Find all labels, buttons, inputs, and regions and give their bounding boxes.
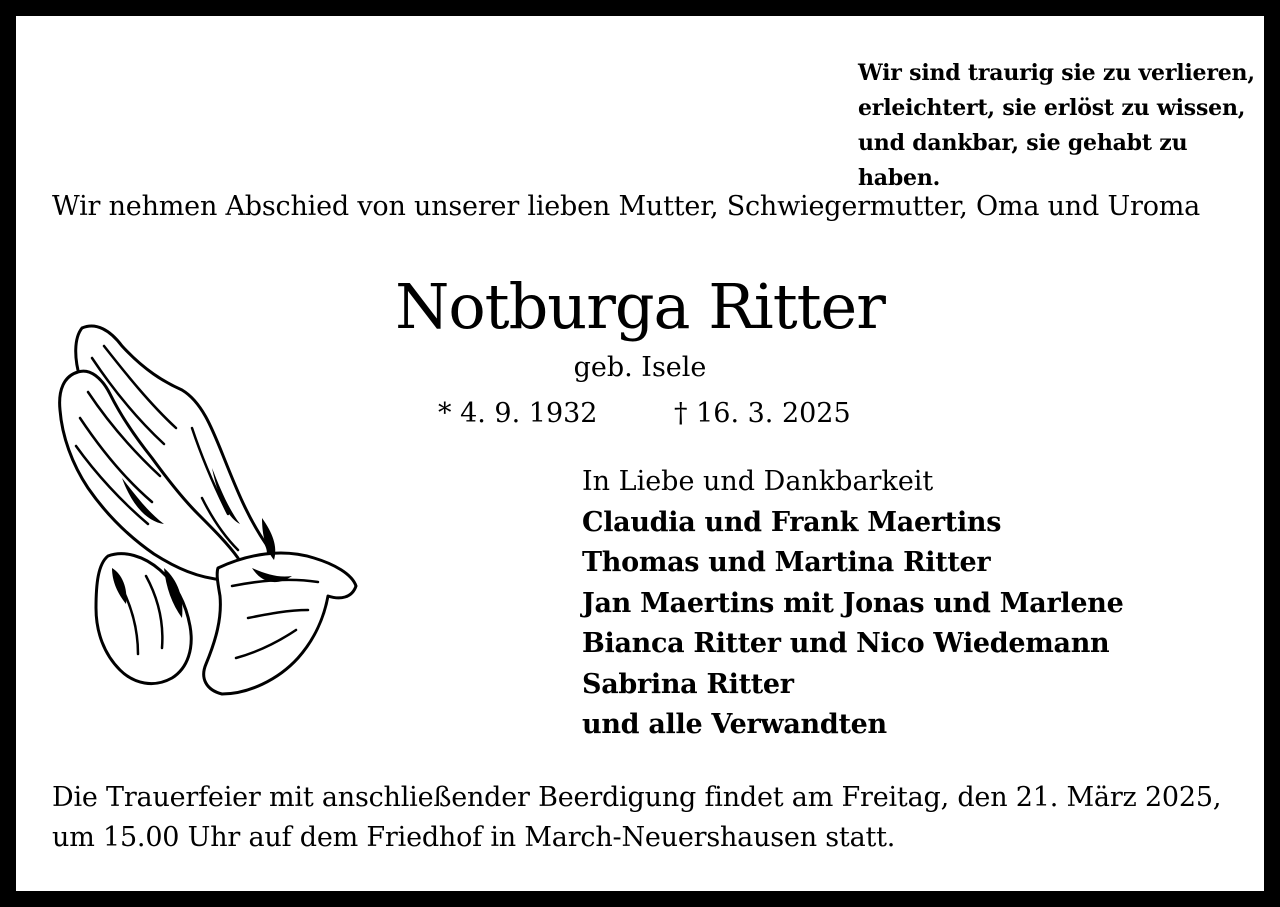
birth-date: * 4. 9. 1932 — [438, 398, 598, 429]
obituary-notice — [16, 16, 1264, 891]
death-date: † 16. 3. 2025 — [674, 398, 851, 429]
mourners-thanks: In Liebe und Dankbarkeit — [582, 466, 934, 497]
mourner-name: Claudia und Frank Maertins — [582, 506, 1002, 538]
mourner-name: Bianca Ritter und Nico Wiedemann — [582, 628, 1110, 659]
funeral-line: um 15.00 Uhr auf dem Friedhof in March-Neuershausen statt. — [52, 822, 896, 853]
quote-line: und dankbar, sie gehabt zu haben. — [858, 130, 1188, 191]
quote-line: erleichtert, sie erlöst zu wissen, — [858, 95, 1246, 121]
funeral-details — [52, 778, 1252, 858]
farewell-intro: Wir nehmen Abschied von unserer lieben Mutter, Schwiegermutter, Oma und Uroma — [52, 191, 1201, 222]
mourner-name: Jan Maertins mit Jonas und Marlene — [582, 587, 1124, 619]
funeral-line: Die Trauerfeier mit anschließender Beerdigung findet am Freitag, den 21. März 2025, — [52, 782, 1222, 813]
maiden-name: geb. Isele — [573, 352, 707, 383]
deceased-name: Notburga Ritter — [395, 270, 885, 343]
mourners-list — [582, 462, 1222, 746]
quote-line: Wir sind traurig sie zu verlieren, — [858, 60, 1255, 86]
mourner-name: Thomas und Martina Ritter — [582, 547, 991, 578]
mourner-name: und alle Verwandten — [582, 709, 887, 740]
memorial-quote — [858, 56, 1258, 196]
mourner-name: Sabrina Ritter — [582, 668, 794, 700]
praying-hands-icon — [52, 318, 358, 698]
